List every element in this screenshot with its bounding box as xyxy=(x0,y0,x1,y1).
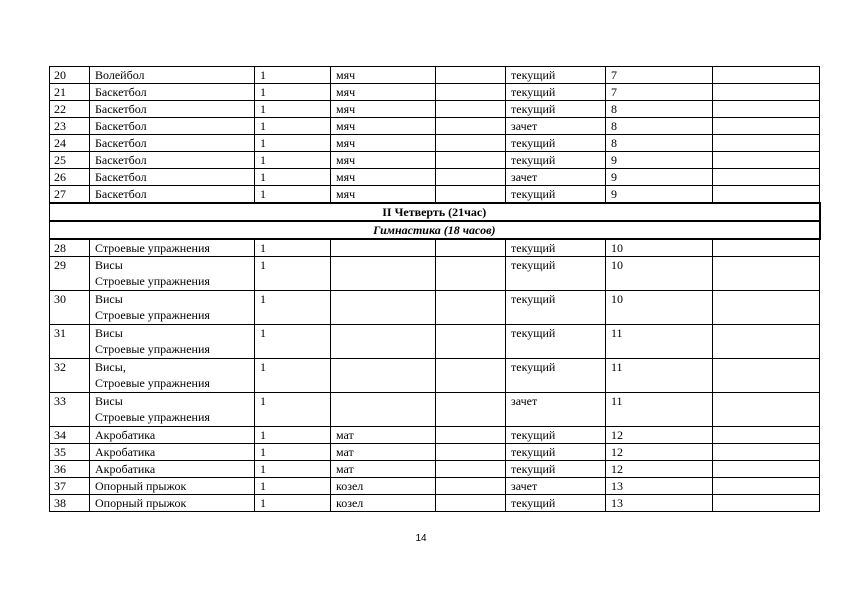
lesson-topic-line: Опорный прыжок xyxy=(95,479,187,493)
lesson-topic-line: Акробатика xyxy=(95,462,156,476)
lesson-topic-line: Баскетбол xyxy=(95,153,147,167)
section-quarter-title: II Четверть (21час) xyxy=(50,203,820,221)
lesson-topic-line: Строевые упражнения xyxy=(95,342,210,356)
control-type-cell: зачет xyxy=(506,118,606,135)
notes-cell xyxy=(713,239,820,257)
lesson-number-cell: 34 xyxy=(50,427,90,444)
lesson-topic-line: Строевые упражнения xyxy=(95,241,210,255)
hours-cell: 1 xyxy=(255,257,331,291)
control-type-cell: текущий xyxy=(506,461,606,478)
week-cell: 7 xyxy=(606,67,713,84)
lesson-number-cell: 20 xyxy=(50,67,90,84)
equipment-cell: мяч xyxy=(331,152,436,169)
control-type-cell: текущий xyxy=(506,359,606,393)
control-type-cell: текущий xyxy=(506,444,606,461)
table-row xyxy=(50,118,820,135)
lesson-topic-line: Строевые упражнения xyxy=(95,308,210,322)
lesson-number-cell: 36 xyxy=(50,461,90,478)
hours-cell: 1 xyxy=(255,478,331,495)
lesson-topic-line: Висы xyxy=(95,394,123,408)
lesson-topic-line: Баскетбол xyxy=(95,119,147,133)
empty-cell xyxy=(436,461,506,478)
lesson-number-cell: 38 xyxy=(50,495,90,512)
lesson-topic-line: Баскетбол xyxy=(95,136,147,150)
empty-cell xyxy=(436,239,506,257)
empty-cell xyxy=(436,118,506,135)
empty-cell xyxy=(436,393,506,427)
week-cell: 8 xyxy=(606,135,713,152)
lesson-topic-cell xyxy=(90,495,255,512)
week-cell: 12 xyxy=(606,444,713,461)
lesson-number-cell: 25 xyxy=(50,152,90,169)
empty-cell xyxy=(436,325,506,359)
lesson-plan-sheet xyxy=(49,66,819,512)
control-type-cell: текущий xyxy=(506,67,606,84)
equipment-cell xyxy=(331,239,436,257)
hours-cell: 1 xyxy=(255,67,331,84)
notes-cell xyxy=(713,393,820,427)
lesson-number-cell: 23 xyxy=(50,118,90,135)
notes-cell xyxy=(713,186,820,204)
section-gymnastics-title: Гимнастика (18 часов) xyxy=(50,221,820,239)
empty-cell xyxy=(436,169,506,186)
lesson-topic-cell xyxy=(90,444,255,461)
lesson-number-cell: 27 xyxy=(50,186,90,204)
hours-cell: 1 xyxy=(255,427,331,444)
lesson-topic-cell xyxy=(90,101,255,118)
section-row-quarter xyxy=(50,203,820,221)
table-row xyxy=(50,239,820,257)
lesson-topic-line: Строевые упражнения xyxy=(95,274,210,288)
hours-cell: 1 xyxy=(255,118,331,135)
equipment-cell: козел xyxy=(331,495,436,512)
lesson-topic-cell xyxy=(90,427,255,444)
lesson-topic-line: Акробатика xyxy=(95,428,156,442)
week-cell: 8 xyxy=(606,118,713,135)
lesson-plan-table xyxy=(49,66,821,512)
lesson-number-cell: 21 xyxy=(50,84,90,101)
equipment-cell xyxy=(331,291,436,325)
table-row xyxy=(50,427,820,444)
empty-cell xyxy=(436,152,506,169)
control-type-cell: текущий xyxy=(506,257,606,291)
notes-cell xyxy=(713,118,820,135)
lesson-topic-line: Висы, xyxy=(95,360,126,374)
notes-cell xyxy=(713,478,820,495)
equipment-cell: мяч xyxy=(331,135,436,152)
notes-cell xyxy=(713,101,820,118)
control-type-cell: зачет xyxy=(506,169,606,186)
equipment-cell: мат xyxy=(331,427,436,444)
week-cell: 12 xyxy=(606,461,713,478)
lesson-topic-cell xyxy=(90,84,255,101)
notes-cell xyxy=(713,495,820,512)
table-row xyxy=(50,291,820,325)
week-cell: 13 xyxy=(606,478,713,495)
lesson-topic-line: Строевые упражнения xyxy=(95,410,210,424)
hours-cell: 1 xyxy=(255,444,331,461)
table-body-top xyxy=(50,67,820,204)
hours-cell: 1 xyxy=(255,84,331,101)
lesson-number-cell: 24 xyxy=(50,135,90,152)
empty-cell xyxy=(436,444,506,461)
control-type-cell: текущий xyxy=(506,325,606,359)
lesson-topic-line: Баскетбол xyxy=(95,170,147,184)
empty-cell xyxy=(436,257,506,291)
equipment-cell: мяч xyxy=(331,169,436,186)
equipment-cell xyxy=(331,257,436,291)
empty-cell xyxy=(436,135,506,152)
notes-cell xyxy=(713,169,820,186)
notes-cell xyxy=(713,325,820,359)
lesson-topic-line: Баскетбол xyxy=(95,187,147,201)
empty-cell xyxy=(436,84,506,101)
lesson-number-cell: 26 xyxy=(50,169,90,186)
notes-cell xyxy=(713,67,820,84)
equipment-cell: мат xyxy=(331,461,436,478)
hours-cell: 1 xyxy=(255,101,331,118)
lesson-topic-line: Строевые упражнения xyxy=(95,376,210,390)
lesson-topic-line: Висы xyxy=(95,258,123,272)
lesson-topic-line: Баскетбол xyxy=(95,85,147,99)
week-cell: 9 xyxy=(606,169,713,186)
lesson-topic-cell xyxy=(90,291,255,325)
lesson-topic-line: Акробатика xyxy=(95,445,156,459)
hours-cell: 1 xyxy=(255,239,331,257)
week-cell: 11 xyxy=(606,359,713,393)
empty-cell xyxy=(436,478,506,495)
hours-cell: 1 xyxy=(255,169,331,186)
equipment-cell: мат xyxy=(331,444,436,461)
lesson-number-cell: 28 xyxy=(50,239,90,257)
control-type-cell: текущий xyxy=(506,152,606,169)
week-cell: 11 xyxy=(606,393,713,427)
control-type-cell: текущий xyxy=(506,495,606,512)
table-row xyxy=(50,257,820,291)
lesson-number-cell: 30 xyxy=(50,291,90,325)
empty-cell xyxy=(436,359,506,393)
empty-cell xyxy=(436,186,506,204)
lesson-topic-cell xyxy=(90,461,255,478)
table-row xyxy=(50,67,820,84)
equipment-cell: мяч xyxy=(331,67,436,84)
lesson-topic-cell xyxy=(90,239,255,257)
lesson-topic-line: Опорный прыжок xyxy=(95,496,187,510)
week-cell: 13 xyxy=(606,495,713,512)
equipment-cell: мяч xyxy=(331,101,436,118)
lesson-topic-cell xyxy=(90,325,255,359)
notes-cell xyxy=(713,427,820,444)
lesson-number-cell: 22 xyxy=(50,101,90,118)
equipment-cell xyxy=(331,393,436,427)
lesson-number-cell: 29 xyxy=(50,257,90,291)
notes-cell xyxy=(713,257,820,291)
week-cell: 9 xyxy=(606,152,713,169)
notes-cell xyxy=(713,461,820,478)
lesson-number-cell: 35 xyxy=(50,444,90,461)
notes-cell xyxy=(713,444,820,461)
table-row xyxy=(50,478,820,495)
empty-cell xyxy=(436,427,506,444)
table-row xyxy=(50,152,820,169)
empty-cell xyxy=(436,101,506,118)
empty-cell xyxy=(436,495,506,512)
lesson-number-cell: 33 xyxy=(50,393,90,427)
hours-cell: 1 xyxy=(255,461,331,478)
lesson-topic-cell xyxy=(90,359,255,393)
control-type-cell: зачет xyxy=(506,393,606,427)
table-row xyxy=(50,393,820,427)
table-row xyxy=(50,84,820,101)
notes-cell xyxy=(713,291,820,325)
equipment-cell: мяч xyxy=(331,118,436,135)
week-cell: 10 xyxy=(606,257,713,291)
notes-cell xyxy=(713,152,820,169)
hours-cell: 1 xyxy=(255,135,331,152)
section-headers xyxy=(50,203,820,239)
lesson-topic-cell xyxy=(90,478,255,495)
week-cell: 8 xyxy=(606,101,713,118)
week-cell: 10 xyxy=(606,291,713,325)
section-row-gymnastics xyxy=(50,221,820,239)
table-row xyxy=(50,495,820,512)
lesson-number-cell: 32 xyxy=(50,359,90,393)
table-row xyxy=(50,325,820,359)
table-row xyxy=(50,461,820,478)
empty-cell xyxy=(436,67,506,84)
table-row xyxy=(50,135,820,152)
control-type-cell: зачет xyxy=(506,478,606,495)
empty-cell xyxy=(436,291,506,325)
week-cell: 12 xyxy=(606,427,713,444)
lesson-topic-cell xyxy=(90,186,255,204)
hours-cell: 1 xyxy=(255,325,331,359)
week-cell: 11 xyxy=(606,325,713,359)
hours-cell: 1 xyxy=(255,291,331,325)
table-row xyxy=(50,186,820,204)
control-type-cell: текущий xyxy=(506,186,606,204)
table-row xyxy=(50,169,820,186)
lesson-topic-cell xyxy=(90,118,255,135)
control-type-cell: текущий xyxy=(506,427,606,444)
lesson-topic-cell xyxy=(90,169,255,186)
hours-cell: 1 xyxy=(255,152,331,169)
hours-cell: 1 xyxy=(255,359,331,393)
hours-cell: 1 xyxy=(255,495,331,512)
lesson-topic-line: Баскетбол xyxy=(95,102,147,116)
notes-cell xyxy=(713,359,820,393)
lesson-number-cell: 37 xyxy=(50,478,90,495)
lesson-topic-line: Висы xyxy=(95,292,123,306)
control-type-cell: текущий xyxy=(506,101,606,118)
notes-cell xyxy=(713,84,820,101)
hours-cell: 1 xyxy=(255,186,331,204)
lesson-topic-cell xyxy=(90,257,255,291)
lesson-topic-cell xyxy=(90,135,255,152)
table-row xyxy=(50,444,820,461)
lesson-topic-cell xyxy=(90,67,255,84)
table-row xyxy=(50,101,820,118)
equipment-cell xyxy=(331,359,436,393)
equipment-cell xyxy=(331,325,436,359)
control-type-cell: текущий xyxy=(506,291,606,325)
lesson-number-cell: 31 xyxy=(50,325,90,359)
table-row xyxy=(50,359,820,393)
hours-cell: 1 xyxy=(255,393,331,427)
lesson-topic-cell xyxy=(90,393,255,427)
lesson-topic-line: Волейбол xyxy=(95,68,145,82)
lesson-topic-cell xyxy=(90,152,255,169)
control-type-cell: текущий xyxy=(506,135,606,152)
table-body-bottom xyxy=(50,239,820,512)
control-type-cell: текущий xyxy=(506,239,606,257)
page-number: 14 xyxy=(415,533,427,544)
week-cell: 7 xyxy=(606,84,713,101)
equipment-cell: мяч xyxy=(331,186,436,204)
lesson-topic-line: Висы xyxy=(95,326,123,340)
equipment-cell: мяч xyxy=(331,84,436,101)
week-cell: 9 xyxy=(606,186,713,204)
week-cell: 10 xyxy=(606,239,713,257)
notes-cell xyxy=(713,135,820,152)
control-type-cell: текущий xyxy=(506,84,606,101)
equipment-cell: козел xyxy=(331,478,436,495)
